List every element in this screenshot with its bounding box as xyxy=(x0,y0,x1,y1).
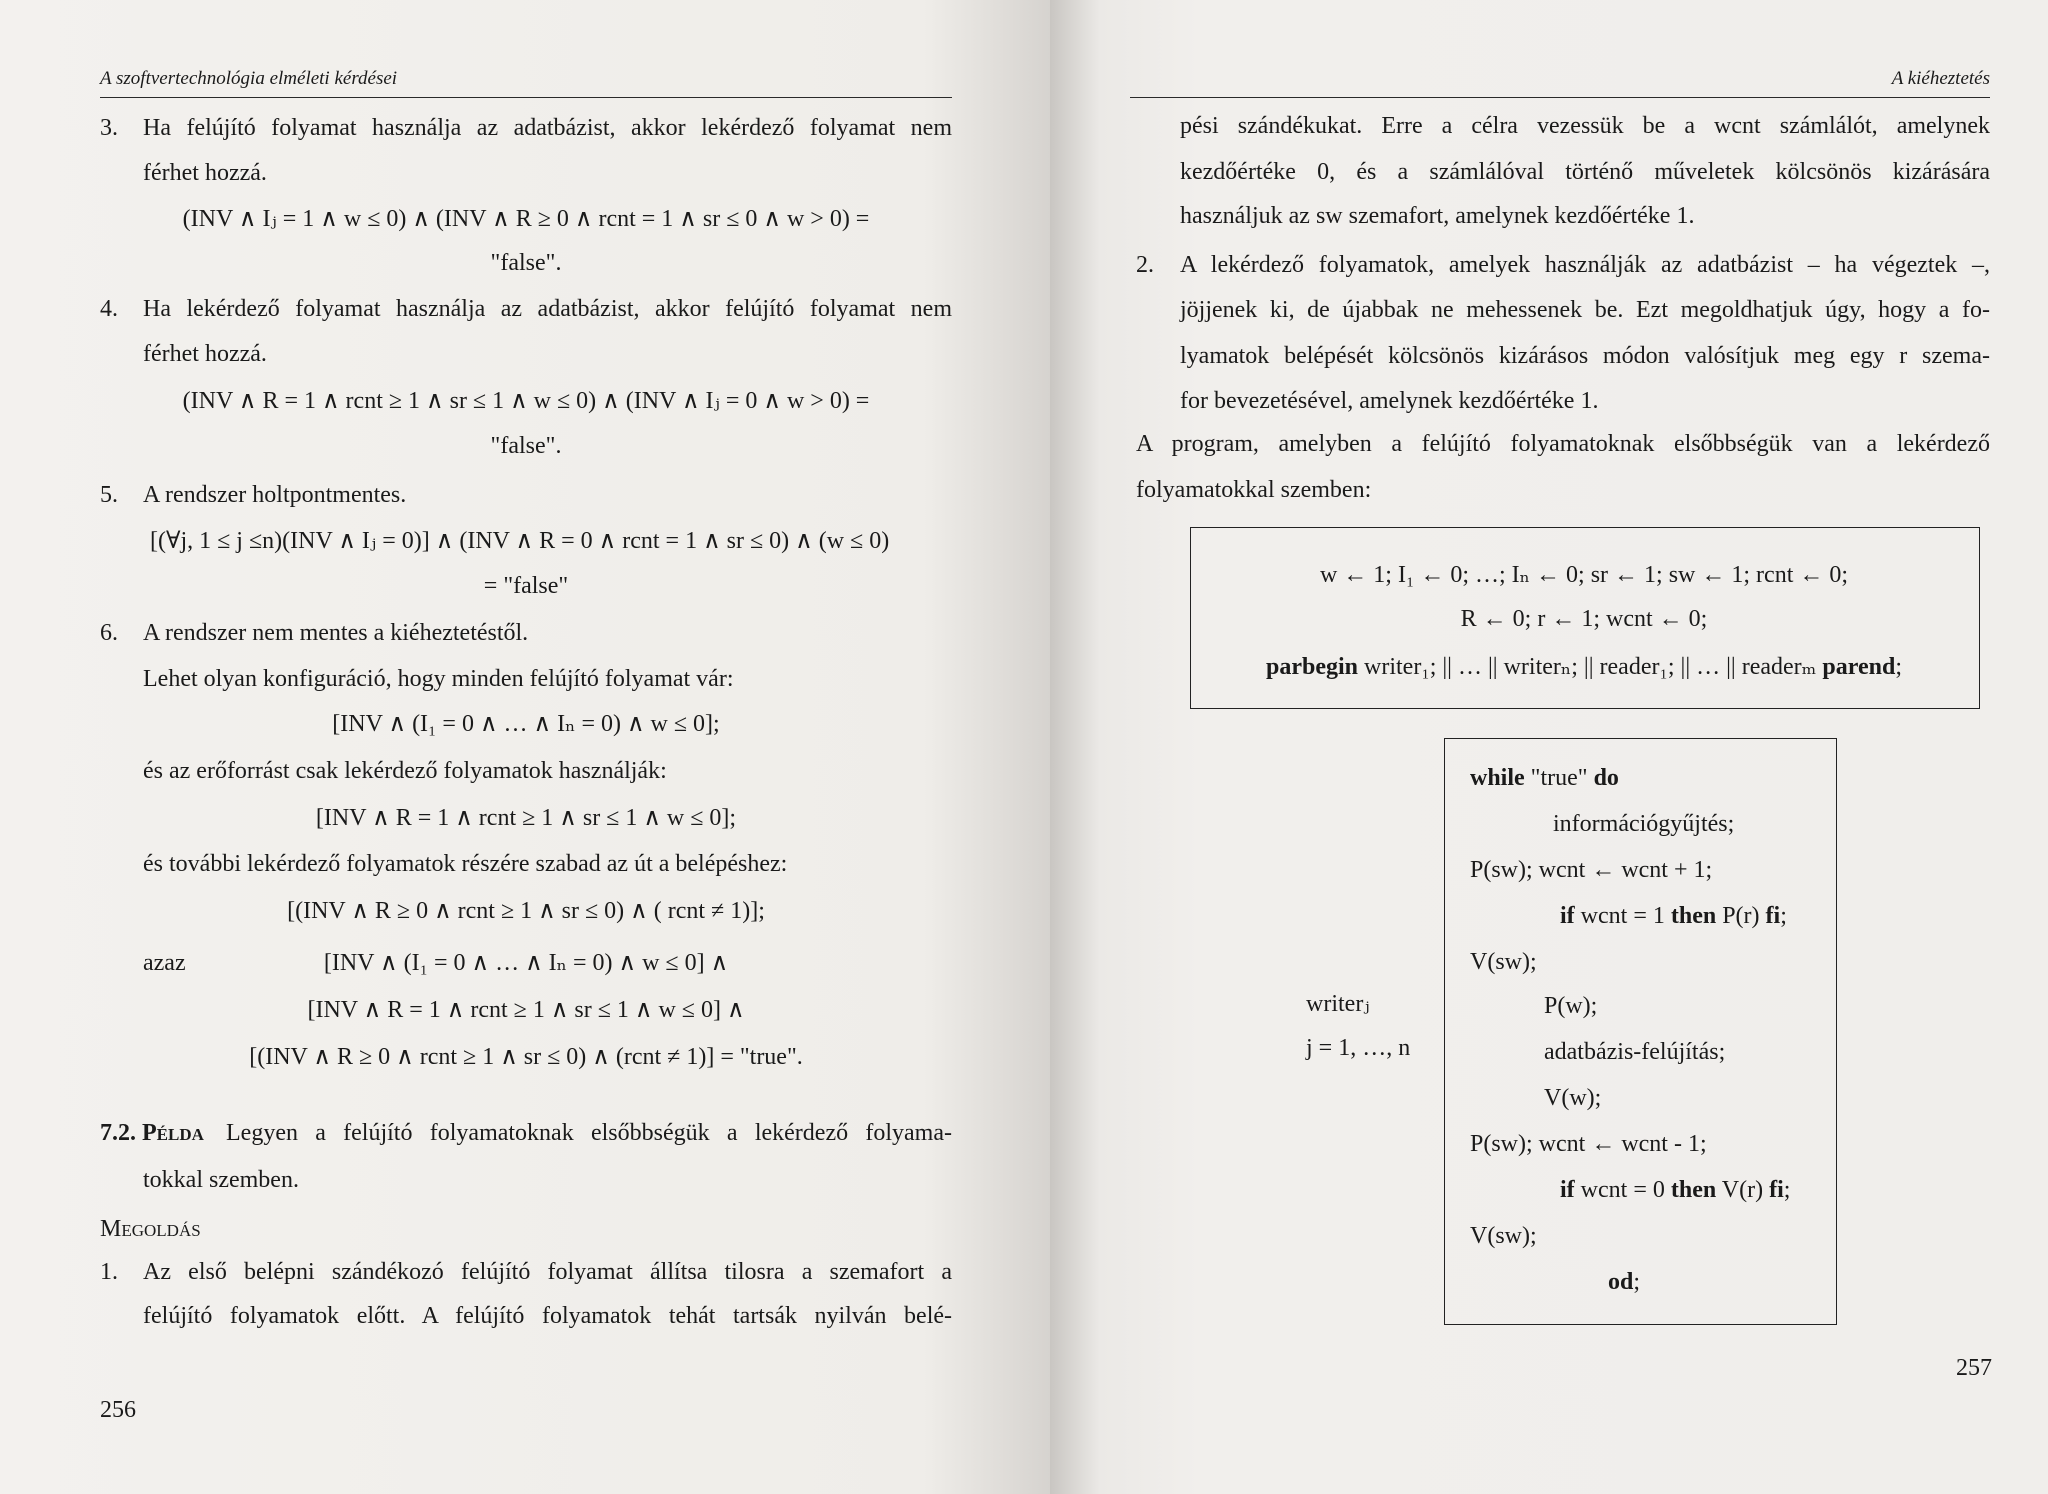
item2-line: jöjjenek ki, de újabbak ne mehessenek be. Ezt megoldhatjuk úgy, hogy a fo- xyxy=(1180,297,1990,323)
item3-line1: Ha felújító folyamat használja az adatbázist, akkor lekérdező folyamat nem xyxy=(143,115,952,141)
page-number-left: 256 xyxy=(100,1397,136,1423)
while-condition: "true" xyxy=(1530,765,1588,791)
example-heading xyxy=(100,1121,204,1145)
parend-keyword: parend xyxy=(1822,654,1896,680)
if-keyword: if xyxy=(1560,1177,1575,1203)
item-number: 2. xyxy=(1136,252,1154,278)
parbegin-body: writer₁; || … || writerₙ; || reader₁; || … || readerₘ xyxy=(1364,654,1817,680)
page-number-right: 257 xyxy=(1956,1355,1992,1381)
code-statement: adatbázis-felújítás; xyxy=(1544,1039,1726,1065)
code-statement: P(sw); wcnt ← wcnt + 1; xyxy=(1470,857,1713,883)
code-statement: információgyűjtés; xyxy=(1553,811,1735,837)
header-rule xyxy=(1130,97,1990,98)
item2-line: A lekérdező folyamatok, amelyek használják az adatbázist – ha végeztek –, xyxy=(1180,252,1990,278)
equation: [INV ∧ (I₁ = 0 ∧ … ∧ Iₙ = 0) ∧ w ≤ 0]; xyxy=(332,711,720,737)
fi-keyword: fi xyxy=(1765,903,1781,929)
equation: [INV ∧ R = 1 ∧ rcnt ≥ 1 ∧ sr ≤ 1 ∧ w ≤ 0]; xyxy=(315,805,737,831)
item-number: 6. xyxy=(100,620,118,646)
continuation-line: kezdőértéke 0, és a számlálóval történő műveletek kölcsönös kizárására xyxy=(1180,159,1990,185)
init-line1: w ← 1; I₁ ← 0; …; Iₙ ← 0; sr ← 1; sw ← 1; rcnt ← 0; xyxy=(1319,562,1849,588)
right-page xyxy=(1050,0,2048,1494)
if-body: P(r) xyxy=(1722,903,1760,929)
item4-line2: férhet hozzá. xyxy=(143,341,267,367)
item6-line2: Lehet olyan konfiguráció, hogy minden felújító folyamat vár: xyxy=(143,666,734,692)
parbegin-keyword: parbegin xyxy=(1266,654,1359,680)
fi-keyword: fi xyxy=(1769,1177,1784,1203)
do-keyword: do xyxy=(1593,765,1619,791)
fi-tail: ; xyxy=(1783,1177,1791,1203)
writer-label: writerⱼ xyxy=(1306,991,1370,1017)
intro-line: folyamatokkal szemben: xyxy=(1136,477,1372,503)
example-line2: tokkal szemben. xyxy=(143,1167,299,1193)
item-number: 3. xyxy=(100,115,118,141)
code-statement: P(w); xyxy=(1544,993,1598,1019)
writer-range-label: j = 1, …, n xyxy=(1306,1035,1411,1061)
intro-line: A program, amelyben a felújító folyamatoknak elsőbbségük van a lekérdező xyxy=(1136,431,1990,457)
parend-tail: ; xyxy=(1895,654,1902,680)
running-header-right: A kiéheztetés xyxy=(1891,68,1990,89)
paragraph-text: és további lekérdező folyamatok részére szabad az út a belépéshez: xyxy=(143,851,788,877)
if-keyword: if xyxy=(1560,903,1575,929)
od-tail: ; xyxy=(1633,1269,1641,1295)
equation: (INV ∧ Iⱼ = 1 ∧ w ≤ 0) ∧ (INV ∧ R ≥ 0 ∧ rcnt = 1 ∧ sr ≤ 0 ∧ w > 0) = xyxy=(182,206,870,232)
equation: (INV ∧ R = 1 ∧ rcnt ≥ 1 ∧ sr ≤ 1 ∧ w ≤ 0) ∧ (INV ∧ Iⱼ = 0 ∧ w > 0) = xyxy=(182,388,870,414)
if-condition: wcnt = 0 xyxy=(1580,1177,1665,1203)
item4-line1: Ha lekérdező folyamat használja az adatbázist, akkor felújító folyamat nem xyxy=(143,296,952,322)
then-keyword: then xyxy=(1670,903,1717,929)
equation: "false". xyxy=(490,433,562,459)
if-line-2 xyxy=(1560,1178,1790,1202)
while-line xyxy=(1470,766,1619,790)
example-label: 7.2. Példa xyxy=(100,1120,204,1146)
if-line-1 xyxy=(1560,904,1787,928)
while-keyword: while xyxy=(1470,765,1525,791)
item2-line: for bevezetésével, amelynek kezdőértéke 1. xyxy=(1180,388,1599,414)
continuation-line: pési szándékukat. Erre a célra vezessük be a wcnt számlálót, amelynek xyxy=(1180,113,1990,139)
parbegin-line xyxy=(1190,655,1978,679)
running-header-left: A szoftvertechnológia elméleti kérdései xyxy=(100,68,398,89)
item-number: 5. xyxy=(100,482,118,508)
paragraph-text: és az erőforrást csak lekérdező folyamatok használják: xyxy=(143,758,667,784)
item-number: 1. xyxy=(100,1259,118,1285)
solution-heading: Megoldás xyxy=(100,1216,201,1242)
code-statement: V(w); xyxy=(1544,1085,1602,1111)
equation: "false". xyxy=(490,250,562,276)
od-keyword: od xyxy=(1608,1269,1634,1295)
equation: = "false" xyxy=(483,573,569,599)
equation: [INV ∧ (I₁ = 0 ∧ … ∧ Iₙ = 0) ∧ w ≤ 0] ∧ xyxy=(323,950,729,976)
od-line xyxy=(1608,1270,1640,1294)
header-rule xyxy=(100,97,952,98)
equation: [(INV ∧ R ≥ 0 ∧ rcnt ≥ 1 ∧ sr ≤ 0) ∧ ( rcnt ≠ 1)]; xyxy=(287,898,765,924)
item-number: 4. xyxy=(100,296,118,322)
if-condition: wcnt = 1 xyxy=(1580,903,1665,929)
then-keyword: then xyxy=(1670,1177,1717,1203)
item2-line: lyamatok belépését kölcsönös kizárásos módon valósítjuk meg egy r szema- xyxy=(1180,343,1990,369)
init-line2: R ← 0; r ← 1; wcnt ← 0; xyxy=(1460,606,1708,632)
item6-line1: A rendszer nem mentes a kiéheztetéstől. xyxy=(143,620,529,646)
equation: [(INV ∧ R ≥ 0 ∧ rcnt ≥ 1 ∧ sr ≤ 0) ∧ (rcnt ≠ 1)] = "true". xyxy=(249,1044,803,1070)
code-statement: V(sw); xyxy=(1470,1223,1537,1249)
code-statement: P(sw); wcnt ← wcnt - 1; xyxy=(1470,1131,1707,1157)
example-line1: Legyen a felújító folyamatoknak elsőbbségük a lekérdező folyama- xyxy=(226,1120,952,1146)
code-statement: V(sw); xyxy=(1470,949,1537,975)
continuation-line: használjuk az sw szemafort, amelynek kezdőértéke 1. xyxy=(1180,203,1695,229)
azaz-label: azaz xyxy=(143,950,186,976)
equation: [(∀j, 1 ≤ j ≤n)(INV ∧ Iⱼ = 0)] ∧ (INV ∧ R = 0 ∧ rcnt = 1 ∧ sr ≤ 0) ∧ (w ≤ 0) xyxy=(150,528,890,554)
solution1-line2: felújító folyamatok előtt. A felújító folyamatok tehát tartsák nyilván belé- xyxy=(143,1303,952,1329)
if-body: V(r) xyxy=(1721,1177,1764,1203)
fi-tail: ; xyxy=(1780,903,1787,929)
item5-line1: A rendszer holtpontmentes. xyxy=(143,482,407,508)
solution1-line1: Az első belépni szándékozó felújító folyamat állítsa tilosra a szemafort a xyxy=(143,1259,952,1285)
equation: [INV ∧ R = 1 ∧ rcnt ≥ 1 ∧ sr ≤ 1 ∧ w ≤ 0] ∧ xyxy=(307,997,745,1023)
item3-line2: férhet hozzá. xyxy=(143,160,267,186)
